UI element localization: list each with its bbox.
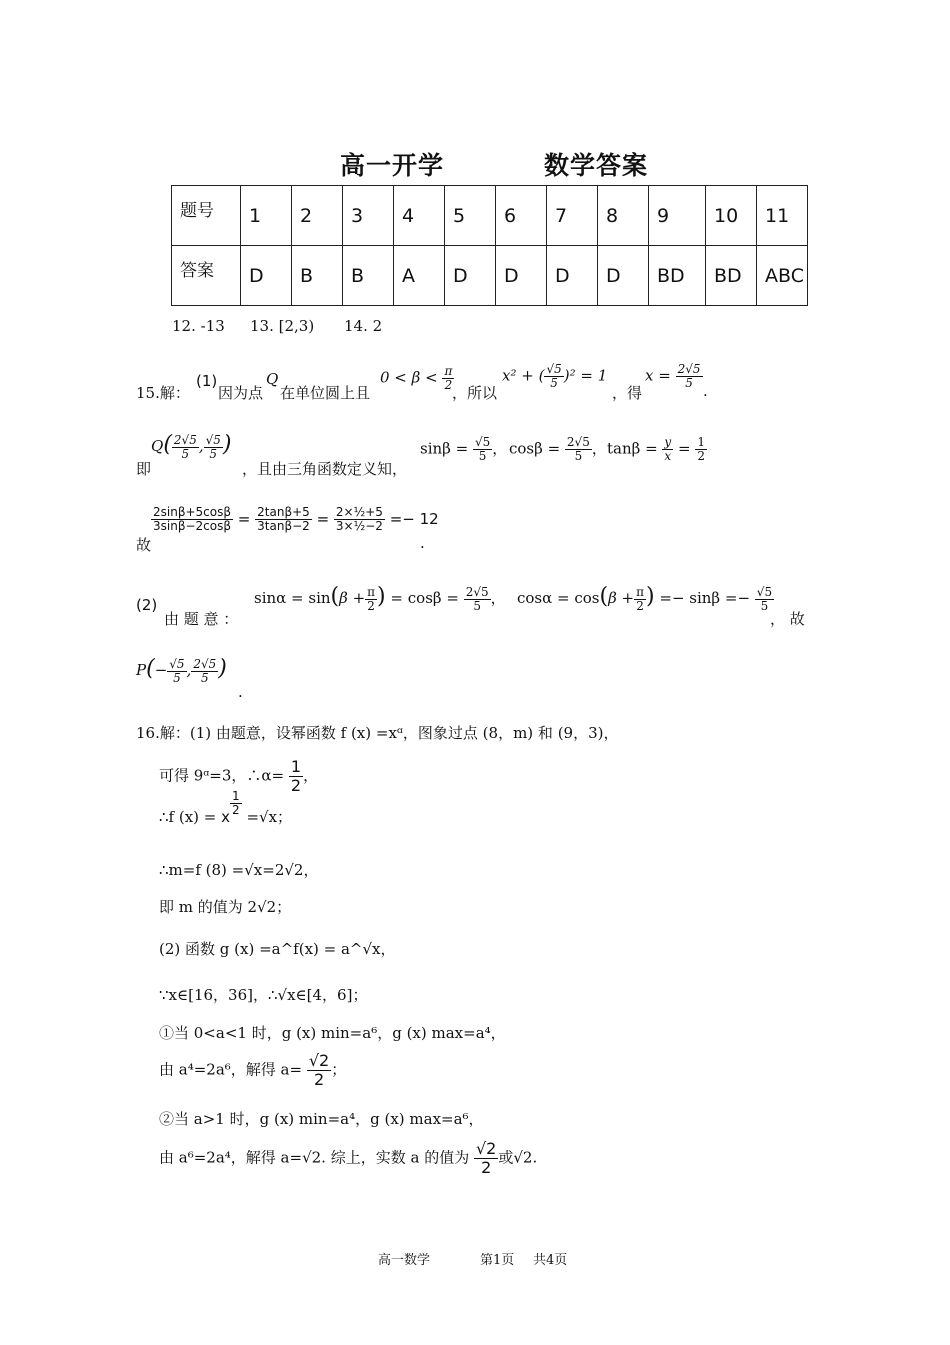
fraction: [473, 436, 492, 463]
answer-q13: 13. [2,3): [250, 317, 315, 335]
eq-part: x² + (: [502, 366, 545, 385]
q16-line-10: ②当 a>1 时，g (x) min=a⁴，g (x) max=a⁶，: [159, 1110, 484, 1128]
eq-part: β +: [608, 589, 635, 607]
fraction: [634, 586, 646, 613]
period: .: [420, 534, 425, 552]
footer-total: 共4页: [533, 1253, 568, 1268]
q15-text: 由 题 意 ：: [164, 610, 239, 628]
answer-cell: B: [343, 246, 394, 306]
fraction: [255, 506, 312, 533]
answer-table: [171, 185, 808, 306]
numerator: 2√5: [193, 656, 217, 671]
answer-q14: 14. 2: [344, 317, 383, 335]
denominator: 5: [550, 376, 558, 390]
denominator: 2: [367, 598, 375, 613]
numerator: √5: [546, 362, 562, 376]
denominator: 5: [760, 598, 769, 613]
denominator: 2: [232, 803, 240, 817]
fraction: [172, 434, 199, 461]
num-cell: 3: [343, 186, 394, 246]
q16-line-7: ∵x∈[16，36]，∴√x∈[4，6]；: [159, 986, 368, 1004]
denominator: 2: [636, 598, 644, 613]
fraction: [365, 586, 377, 613]
base: x: [221, 808, 231, 826]
q16-line-4: ∴m=f (8) =√x=2√2，: [159, 861, 319, 879]
numerator: √5: [756, 584, 773, 599]
answer-cell: D: [496, 246, 547, 306]
num-cell: 4: [394, 186, 445, 246]
minus: −: [154, 661, 168, 679]
beta-condition: [380, 365, 454, 392]
num-cell: 2: [292, 186, 343, 246]
q16-line-3: [159, 789, 293, 831]
q16-line-11: [159, 1140, 537, 1177]
fraction: [151, 506, 233, 533]
q15-label: 15.解：: [136, 384, 190, 402]
denominator: 2: [444, 378, 453, 392]
eq-part: ∴f (x) =: [159, 808, 217, 826]
fraction: [464, 586, 491, 613]
numerator: y: [664, 435, 672, 449]
q15-text: 故: [136, 536, 152, 554]
unit-circle-equation: [502, 363, 607, 390]
fraction: [474, 1140, 498, 1177]
eq-part: sinα = sin: [254, 589, 331, 607]
denominator: 5: [181, 446, 190, 461]
num-cell: 7: [547, 186, 598, 246]
num-cell: 11: [757, 186, 808, 246]
num-cell: 10: [706, 186, 757, 246]
denominator: 5: [478, 449, 487, 463]
eq-part: =√x；: [246, 808, 293, 826]
numerator: 2√5: [465, 584, 489, 599]
q15-text: 即: [136, 460, 152, 478]
numerator: 2√5: [566, 435, 590, 449]
eq-part: β +: [339, 589, 366, 607]
q16-line-8: ①当 0<a<1 时，g (x) min=a⁶，g (x) max=a⁴，: [159, 1024, 506, 1042]
title-left: 高一开学: [340, 151, 445, 180]
eq-part: 或√2.: [498, 1148, 538, 1167]
answer-cell: BD: [706, 246, 757, 306]
denominator: 2: [697, 449, 705, 463]
fraction: [544, 363, 563, 390]
answer-cell: D: [241, 246, 292, 306]
numerator: 2×½+5: [335, 505, 383, 519]
eq-part: 由 a⁴=2a⁶，解得 a=: [159, 1060, 303, 1079]
point-q-coords: Q( $\frac{2√5}{5}$ , $\frac{√5}{5}$ ): [151, 432, 232, 461]
num-cell: 5: [445, 186, 496, 246]
q15-text: ，且由三角函数定义知，: [242, 460, 408, 478]
denominator: 5: [209, 446, 218, 461]
denominator: 2: [481, 1158, 492, 1177]
point-label: Q: [151, 437, 164, 455]
exponent: [230, 790, 242, 817]
sin-beta: [420, 436, 507, 463]
denominator: 5: [685, 376, 693, 390]
numerator: √2: [308, 1051, 330, 1070]
q15-text: 因为点: [218, 384, 264, 402]
title-right: 数学答案: [544, 151, 649, 180]
eq-part: 可得 9ᵅ=3，∴α=: [159, 766, 285, 785]
q15-text: ，得: [612, 384, 643, 402]
row-label-number: 题号: [172, 186, 241, 246]
condition-text: 0 < β <: [380, 368, 438, 387]
fraction: [307, 1052, 331, 1089]
numerator: √5: [474, 435, 491, 449]
point-q: Q: [266, 370, 279, 388]
numerator: π: [367, 584, 376, 599]
answer-cell: B: [292, 246, 343, 306]
fraction: [289, 758, 303, 795]
q15-text: ，所以: [452, 384, 498, 402]
comma: ，: [591, 439, 607, 458]
num-cell: 9: [649, 186, 706, 246]
denominator: 5: [473, 598, 481, 613]
fraction: [204, 434, 223, 461]
numerator: 1: [290, 757, 302, 776]
eq-part: cosβ =: [509, 439, 561, 458]
comma: ，: [492, 439, 508, 458]
point-label: P: [136, 661, 147, 679]
x-value: [645, 363, 703, 390]
ratio-equation: $\frac{2\sin\beta+5\cos\beta}{3\sin\beta-2\cos\beta}$ = $\frac{2\tan\beta+5}{3\tan\beta-2}$ = $\frac{\text{2×½+5}}{\text{3×½−2}}$ =− 12: [153, 505, 439, 533]
answer-q12: 12. -13: [172, 317, 225, 335]
denominator: 2: [313, 1070, 325, 1089]
fraction: [191, 658, 218, 685]
q15-text: ， 故: [770, 610, 805, 628]
answer-cell: ABC: [757, 246, 808, 306]
denominator: x: [664, 449, 672, 463]
eq-part: = cosβ =: [390, 589, 459, 607]
numerator: 2√5: [173, 432, 197, 447]
cos-alpha: cosα = cos(β + $\frac{\pi}{2}$ ) =− sinβ =− $\frac{√5}{5}$: [517, 584, 773, 613]
x-power: [221, 789, 242, 826]
answer-cell: D: [445, 246, 496, 306]
eq-part: ，: [303, 766, 319, 785]
eq-part: =: [677, 439, 691, 458]
answer-cell: BD: [649, 246, 706, 306]
fraction: [565, 436, 592, 463]
numerator: √5: [205, 432, 221, 447]
eq-part: tanβ =: [607, 439, 658, 458]
denominator: 5: [574, 449, 583, 463]
comma: ，: [490, 589, 506, 607]
fraction: [167, 658, 186, 685]
period: .: [703, 382, 708, 400]
denominator: 3sinβ−2cosβ: [153, 519, 232, 533]
eq-part: ；: [331, 1060, 347, 1079]
answer-cell: A: [394, 246, 445, 306]
period: .: [238, 683, 243, 701]
fraction: [662, 436, 673, 463]
footer-page: 第1页: [480, 1253, 515, 1268]
numerator: 2sinβ+5cosβ: [153, 505, 232, 519]
numerator: π: [444, 364, 453, 378]
q16-line-1: 16.解：(1) 由题意，设幂函数 f (x) =xᵅ，图象过点 (8，m) 和 (9，3)，: [136, 724, 619, 742]
q16-line-9: [159, 1052, 346, 1089]
eq-part: x =: [645, 366, 671, 385]
numerator: π: [636, 584, 644, 599]
q15-part1-number: (1): [196, 372, 218, 390]
num-cell: 8: [598, 186, 649, 246]
numerator: √5: [169, 656, 185, 671]
eq-part: )² = 1: [563, 366, 608, 385]
eq-part: =− sinβ =−: [659, 589, 751, 607]
cos-beta: [509, 436, 607, 463]
q16-line-5: 即 m 的值为 2√2；: [159, 898, 292, 916]
row-label-answer: 答案: [172, 246, 241, 306]
denominator: 3×½−2: [335, 519, 383, 533]
denominator: 5: [173, 670, 181, 685]
q15-part2-number: (2): [136, 596, 158, 614]
tan-beta: [607, 436, 707, 463]
point-p-coords: P(− $\frac{√5}{5}$ , $\frac{2√5}{5}$ ): [136, 656, 227, 685]
sin-alpha: sinα = sin(β + $\frac{\pi}{2}$ ) = cosβ = $\frac{2√5}{5}$ ，: [254, 584, 506, 613]
number-row: [172, 186, 808, 246]
footer-subject: 高一数学: [378, 1253, 431, 1268]
q16-line-6: (2) 函数 g (x) =a^f(x) = a^√x，: [159, 940, 396, 958]
numerator: 2tanβ+5: [257, 505, 310, 519]
answer-cell: D: [547, 246, 598, 306]
numerator: √2: [475, 1139, 497, 1158]
num-cell: 1: [241, 186, 292, 246]
denominator: 2: [290, 776, 302, 795]
numerator: 1: [232, 789, 240, 803]
fraction: [334, 506, 385, 533]
answer-cell: D: [598, 246, 649, 306]
q15-text: 在单位圆上且: [280, 384, 371, 402]
answer-row: [172, 246, 808, 306]
result: =− 12: [389, 510, 439, 528]
eq-part: sinβ =: [420, 439, 469, 458]
denominator: 5: [200, 670, 209, 685]
denominator: 3tanβ−2: [257, 519, 310, 533]
eq-part: 由 a⁶=2a⁴，解得 a=√2. 综上，实数 a 的值为: [159, 1148, 470, 1167]
num-cell: 6: [496, 186, 547, 246]
fraction: [676, 363, 703, 390]
eq-part: cosα = cos: [517, 589, 600, 607]
numerator: 1: [697, 435, 705, 449]
fraction: [695, 436, 707, 463]
numerator: 2√5: [677, 362, 701, 376]
